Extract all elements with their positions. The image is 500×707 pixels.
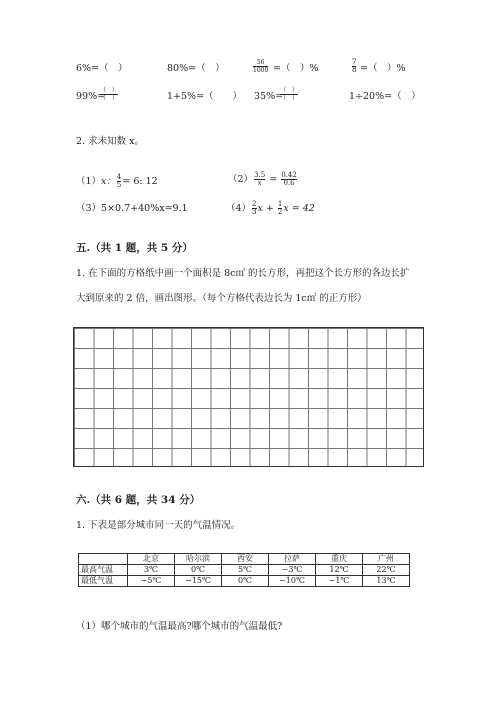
table-header-cell: 拉萨: [269, 554, 316, 565]
fraction-numerator: （ ）: [280, 87, 299, 94]
table-cell: 13℃: [363, 576, 410, 587]
fraction-blank: [100, 87, 118, 102]
fraction-4-5: $\frac{4}{5}$: [116, 173, 122, 189]
table-header-cell: 重庆: [316, 554, 363, 565]
question-2-title: 2. 求未知数 x。: [76, 136, 144, 147]
grid-paper[interactable]: [73, 327, 424, 467]
table-header-cell: 广州: [363, 554, 410, 565]
table-header-cell: 西安: [222, 554, 269, 565]
table-cell: −10℃: [269, 576, 316, 587]
fraction-denominator: 8: [352, 66, 357, 74]
fraction-3.5-x: $\frac{3.5}{x}$: [254, 171, 266, 187]
problem-6pct: 6%=（ ）: [76, 63, 128, 74]
problem-35pct: 35%=: [254, 91, 284, 102]
table-cell: −3℃: [269, 565, 316, 576]
table-cell: 0℃: [222, 576, 269, 587]
temperature-table: [78, 553, 410, 587]
problem-7-8-rest: =（ ）%: [360, 63, 406, 74]
fraction-56-1000: [253, 59, 268, 74]
fraction-denominator: （ ）: [280, 95, 299, 102]
table-header-cell: 北京: [128, 554, 175, 565]
table-cell: 22℃: [363, 565, 410, 576]
table-row: [79, 565, 410, 576]
table-row-label: 最高气温: [79, 565, 128, 576]
table-corner-cell: [79, 554, 128, 565]
table-cell: 5℃: [222, 565, 269, 576]
table-row: [79, 576, 410, 587]
equation-2: （2） $\frac{3.5}{x}$ = $\frac{0.42}{0.6}$: [228, 171, 297, 187]
problem-99pct: 99%=: [76, 91, 106, 102]
table-cell: 12℃: [316, 565, 363, 576]
fraction-numerator: 56: [256, 59, 265, 66]
fraction-0.42-0.6: $\frac{0.42}{0.6}$: [281, 171, 297, 187]
fraction-1-2: $\frac{1}{2}$: [277, 200, 283, 216]
fraction-denominator: 1000: [253, 67, 269, 74]
equation-3: （3）5×0.7+40%x=9.1: [76, 203, 188, 214]
table-cell: 0℃: [175, 565, 222, 576]
table-cell: −1℃: [316, 576, 363, 587]
table-header-cell: 哈尔滨: [175, 554, 222, 565]
section-6-question-1: 1. 下表是部分城市同一天的气温情况。: [76, 520, 241, 531]
fraction-numerator: （ ）: [100, 87, 119, 94]
fraction-2-3: $\frac{2}{3}$: [252, 200, 257, 216]
equation-1: （1）x： $\frac{4}{5}$ = 6: 12: [76, 173, 158, 189]
fraction-denominator: （ ）: [100, 95, 119, 102]
fraction-blank: [280, 87, 298, 102]
table-cell: 3℃: [128, 565, 175, 576]
problem-1plus5pct: 1+5%=（ ）: [167, 91, 243, 102]
problem-56-1000-rest: =（ ）%: [273, 63, 319, 74]
section-5-question-line1: 1. 在下面的方格纸中画一个面积是 8c㎡ 的长方形，再把这个长方形的各边长扩: [76, 268, 410, 279]
fraction-numerator: 7: [352, 58, 357, 66]
table-row-label: 最低气温: [79, 576, 128, 587]
section-5-question-line2: 大到原来的 2 倍，画出图形。（每个方格代表边长为 1c㎡ 的正方形）: [76, 293, 367, 304]
equation-4: （4） $\frac{2}{3}$ x + $\frac{1}{2}$ x = 42: [226, 200, 315, 216]
sub-question-1: （1）哪个城市的气温最高?哪个城市的气温最低?: [76, 621, 283, 632]
fraction-7-8: [352, 59, 356, 74]
table-cell: −5℃: [128, 576, 175, 587]
table-header-row: [79, 554, 410, 565]
table-cell: −15℃: [175, 576, 222, 587]
problem-1-div-20pct: 1÷20%=（ ）: [349, 91, 421, 102]
problem-80pct: 80%=（ ）: [167, 63, 225, 74]
section-5-heading: 五.（共 1 题，共 5 分）: [76, 242, 193, 254]
section-6-heading: 六.（共 6 题，共 34 分）: [76, 494, 201, 506]
